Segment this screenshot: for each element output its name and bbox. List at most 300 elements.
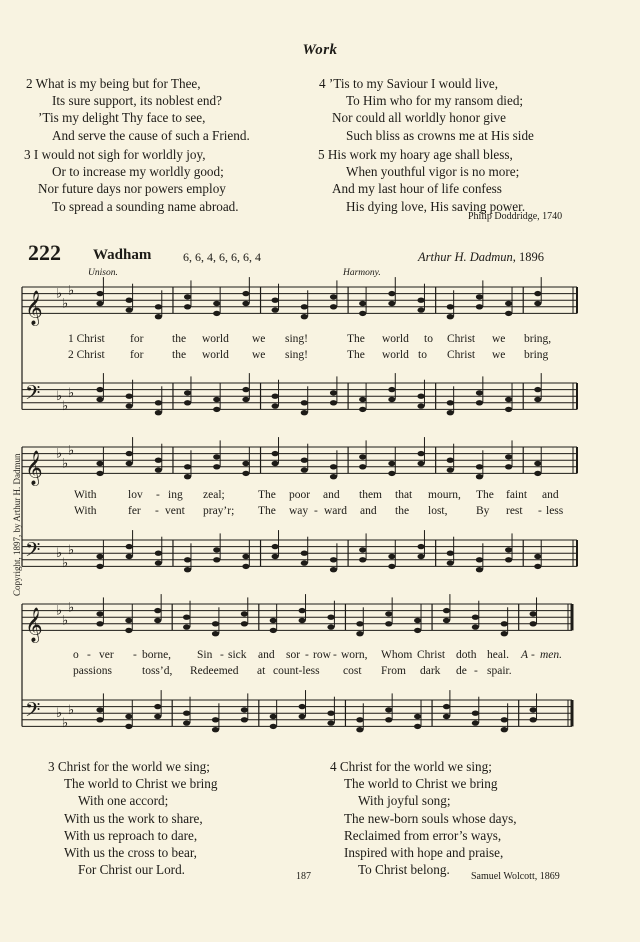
notehead (125, 628, 132, 633)
notehead (472, 615, 479, 620)
stanza-line: ’Tis my delight Thy face to see, (38, 110, 206, 126)
notehead (126, 403, 133, 408)
lyric: Redeemed (190, 665, 239, 677)
notehead (184, 557, 191, 562)
notehead (184, 400, 191, 405)
notehead (472, 711, 479, 716)
notehead (534, 387, 541, 392)
notehead (301, 560, 308, 565)
notehead (183, 720, 190, 725)
page-number: 187 (296, 871, 311, 882)
lyric: we (492, 349, 506, 361)
lyric: row (313, 649, 331, 661)
lyric: poor (289, 489, 311, 501)
stanza-line: 5 His work my hoary age shall bless, (318, 147, 513, 162)
notehead (155, 551, 162, 556)
notehead (385, 707, 392, 712)
lyric: The (258, 505, 276, 517)
stanza-line: His dying love, His saving power. (346, 198, 526, 214)
notehead (299, 608, 306, 613)
notehead (330, 464, 337, 469)
notehead (327, 720, 334, 725)
notehead (388, 554, 395, 559)
notehead (183, 711, 190, 716)
notehead (534, 471, 541, 476)
notehead (155, 410, 162, 415)
stanza-line: With joyful song; (358, 793, 451, 809)
lyric: the (172, 333, 187, 345)
notehead (476, 400, 483, 405)
composer-name: Arthur H. Dadmun (418, 250, 513, 264)
notehead (212, 621, 219, 626)
lyric: lost, (428, 505, 448, 517)
notehead (505, 407, 512, 412)
copyright-text: Copyright, 1897, by Arthur H. Dadmun (12, 453, 22, 596)
notehead (184, 390, 191, 395)
notehead (359, 464, 366, 469)
flat-icon: ♭ (68, 283, 75, 299)
lyric: o (73, 649, 79, 661)
notehead (443, 704, 450, 709)
notehead (530, 611, 537, 616)
notehead (417, 394, 424, 399)
lyric: sing! (285, 349, 308, 361)
tune-name: Wadham (93, 247, 152, 263)
notehead (242, 564, 249, 569)
notehead (301, 467, 308, 472)
bass-clef-icon: 𝄢 (25, 697, 41, 726)
flat-icon: ♭ (56, 446, 63, 462)
flat-icon: ♭ (62, 716, 69, 732)
notehead (447, 467, 454, 472)
notehead (417, 554, 424, 559)
notehead (301, 314, 308, 319)
notehead (96, 387, 103, 392)
notehead (330, 567, 337, 572)
notehead (501, 717, 508, 722)
stanza-line: 3 Christ for the world we sing; (48, 759, 210, 774)
notehead (241, 707, 248, 712)
notehead (96, 707, 103, 712)
lyric: and (360, 505, 377, 517)
notehead (184, 294, 191, 299)
stanza-line: Such bliss as crowns me at His side (346, 127, 534, 143)
notehead (272, 544, 279, 549)
lyric: world (202, 349, 229, 361)
notehead (272, 307, 279, 312)
notehead (96, 301, 103, 306)
notehead (183, 624, 190, 629)
notehead (385, 611, 392, 616)
notehead (125, 618, 132, 623)
notehead (530, 717, 537, 722)
flat-icon: ♭ (62, 613, 69, 629)
flat-icon: ♭ (68, 600, 75, 616)
notehead (154, 714, 161, 719)
lyric: and (323, 489, 340, 501)
hymn-number: 222 (28, 240, 61, 265)
notehead (327, 711, 334, 716)
stanza-3 (48, 758, 217, 878)
notehead (447, 410, 454, 415)
stanza-line: Or to increase my worldly good; (52, 164, 224, 180)
notehead (447, 304, 454, 309)
notehead (534, 564, 541, 569)
notehead (476, 567, 483, 572)
notehead (443, 608, 450, 613)
notehead (184, 464, 191, 469)
notehead (270, 628, 277, 633)
notehead (184, 304, 191, 309)
lyric: pray’r; (203, 505, 235, 517)
previous-hymn-author: Philip Doddridge, 1740 (468, 211, 563, 222)
notehead (501, 621, 508, 626)
lyric: The (476, 489, 494, 501)
notehead (126, 544, 133, 549)
notehead (476, 390, 483, 395)
notehead (96, 621, 103, 626)
notehead (272, 403, 279, 408)
flat-icon: ♭ (56, 286, 63, 302)
notehead (155, 314, 162, 319)
notehead (472, 624, 479, 629)
notehead (213, 397, 220, 402)
notehead (155, 400, 162, 405)
stanza-line: Nor could all worldly honor give (332, 110, 506, 126)
notehead (388, 387, 395, 392)
notehead (505, 397, 512, 402)
notehead (417, 298, 424, 303)
lyric: - (538, 505, 542, 517)
lyric: - (156, 489, 160, 501)
notehead (417, 461, 424, 466)
lyric: - (220, 649, 224, 661)
notehead (301, 400, 308, 405)
flat-icon: ♭ (62, 456, 69, 472)
notehead (96, 554, 103, 559)
flat-icon: ♭ (68, 702, 75, 718)
lyric: The (258, 489, 276, 501)
notehead (241, 611, 248, 616)
notehead (476, 474, 483, 479)
notehead (447, 560, 454, 565)
notehead (270, 714, 277, 719)
notehead (501, 631, 508, 636)
notehead (359, 397, 366, 402)
flat-icon: ♭ (56, 546, 63, 562)
notehead (213, 311, 220, 316)
notehead (272, 394, 279, 399)
notehead (155, 458, 162, 463)
lyric: for (130, 333, 144, 345)
flat-icon: ♭ (62, 399, 69, 415)
stanza-line: 3 I would not sigh for worldly joy, (24, 147, 206, 162)
lyric: way (289, 505, 309, 517)
marking-harmony: Harmony. (343, 268, 381, 278)
notehead (213, 547, 220, 552)
lyric: bring (524, 349, 549, 361)
notehead (359, 407, 366, 412)
notehead (125, 714, 132, 719)
flat-icon: ♭ (68, 385, 75, 401)
notehead (126, 554, 133, 559)
treble-clef-icon: 𝄞 (25, 290, 43, 326)
lyric: From (381, 665, 406, 677)
lyric: - (333, 649, 337, 661)
notehead (359, 557, 366, 562)
notehead (242, 471, 249, 476)
lyric: Sin (197, 649, 213, 661)
notehead (126, 394, 133, 399)
notehead (184, 567, 191, 572)
notehead (155, 560, 162, 565)
notehead (154, 618, 161, 623)
lyric: ward (324, 505, 347, 517)
lyric: mourn, (428, 489, 461, 501)
notehead (241, 621, 248, 626)
notehead (155, 467, 162, 472)
notehead (299, 704, 306, 709)
lyric: With (74, 505, 97, 517)
lyric: fer (128, 505, 141, 517)
lyric: less (546, 505, 564, 517)
notehead (241, 717, 248, 722)
notehead (96, 471, 103, 476)
notehead (96, 291, 103, 296)
lyric: the (395, 505, 410, 517)
lyric: spair. (487, 665, 512, 677)
notehead (476, 464, 483, 469)
lyric: sing! (285, 333, 308, 345)
notehead (505, 311, 512, 316)
lyric: them (359, 489, 382, 501)
stanza-line: Reclaimed from error’s ways, (344, 827, 502, 843)
notehead (388, 471, 395, 476)
notehead (359, 301, 366, 306)
lyric: zeal; (203, 489, 225, 501)
notehead (242, 397, 249, 402)
notehead (327, 615, 334, 620)
notehead (388, 461, 395, 466)
lyric: to (424, 333, 433, 345)
lyric: bring, (524, 333, 552, 345)
notehead (385, 717, 392, 722)
notehead (272, 451, 279, 456)
notehead (301, 551, 308, 556)
notehead (505, 547, 512, 552)
notehead (414, 628, 421, 633)
text-author: Samuel Wolcott, 1869 (471, 871, 560, 882)
lyric: that (395, 489, 413, 501)
notehead (301, 410, 308, 415)
notehead (96, 611, 103, 616)
stanza-line: To Him who for my ransom died; (346, 93, 524, 109)
lyric: borne, (142, 649, 172, 661)
notehead (242, 291, 249, 296)
lyric: Whom (381, 649, 413, 661)
lyric: 2 Christ (68, 349, 105, 361)
notehead (242, 554, 249, 559)
notehead (476, 294, 483, 299)
stanza-line: And my last hour of life confess (332, 181, 502, 197)
lyric: - (305, 649, 309, 661)
notehead (126, 451, 133, 456)
notehead (126, 461, 133, 466)
stanza-line: The world to Christ we bring (64, 776, 218, 792)
notehead (447, 458, 454, 463)
lyric: - (314, 505, 318, 517)
notehead (330, 400, 337, 405)
lyric: - (87, 649, 91, 661)
notehead (154, 704, 161, 709)
notehead (530, 621, 537, 626)
lyric: world (382, 333, 409, 345)
lyric: sick (228, 649, 247, 661)
meter: 6, 6, 4, 6, 6, 6, 4 (183, 250, 261, 264)
notehead (534, 301, 541, 306)
lyric: A (521, 649, 529, 661)
notehead (299, 714, 306, 719)
notehead (472, 720, 479, 725)
lyric: for (130, 349, 144, 361)
lyric: toss’d, (142, 665, 173, 677)
notehead (534, 397, 541, 402)
notehead (213, 454, 220, 459)
notehead (356, 717, 363, 722)
stanza-line: For Christ our Lord. (78, 862, 185, 878)
notehead (443, 714, 450, 719)
stanza-line: 4 ’Tis to my Saviour I would live, (319, 76, 499, 91)
lyric: 1 Christ (68, 333, 105, 345)
lyric: - (155, 505, 159, 517)
notehead (385, 621, 392, 626)
lyric: The (347, 349, 365, 361)
notehead (447, 400, 454, 405)
notehead (359, 454, 366, 459)
lyric: ver (99, 649, 114, 661)
notehead (184, 474, 191, 479)
lyric: Christ (417, 649, 446, 661)
notehead (212, 717, 219, 722)
lyric: faint (506, 489, 528, 501)
notehead (301, 304, 308, 309)
stanza-line: With us the work to share, (64, 810, 203, 826)
notehead (96, 564, 103, 569)
notehead (388, 301, 395, 306)
stanza-line: With us the cross to bear, (64, 845, 197, 861)
lyric: world (202, 333, 229, 345)
notehead (299, 618, 306, 623)
stanza-line: The world to Christ we bring (344, 776, 498, 792)
lyric: vent (165, 505, 185, 517)
notehead (301, 458, 308, 463)
notehead (356, 727, 363, 732)
notehead (476, 304, 483, 309)
lyric: - (474, 665, 478, 677)
lyric: doth (456, 649, 477, 661)
lyric: the (172, 349, 187, 361)
lyric: - (133, 649, 137, 661)
notehead (417, 403, 424, 408)
stanza-line: 4 Christ for the world we sing; (330, 759, 492, 774)
lyric: worn, (341, 649, 368, 661)
treble-clef-icon: 𝄞 (25, 607, 43, 643)
notehead (359, 311, 366, 316)
flat-icon: ♭ (68, 443, 75, 459)
lyric: passions (73, 665, 112, 677)
notehead (417, 544, 424, 549)
notehead (388, 397, 395, 402)
flat-icon: ♭ (56, 706, 63, 722)
lyric: By (476, 505, 490, 517)
notehead (476, 557, 483, 562)
stanza-line: To spread a sounding name abroad. (52, 198, 239, 214)
system3-verse1 (0, 649, 640, 665)
notehead (330, 474, 337, 479)
bass-clef-icon: 𝄢 (25, 537, 41, 566)
bass-clef-icon: 𝄢 (25, 380, 41, 409)
lyric: and (542, 489, 559, 501)
notehead (272, 554, 279, 559)
notehead (501, 727, 508, 732)
notehead (414, 714, 421, 719)
lyric: Christ (447, 349, 476, 361)
lyric: The (347, 333, 365, 345)
lyric: Christ (447, 333, 476, 345)
stanza-line: When youthful vigor is no more; (346, 164, 520, 180)
lyric: - (531, 649, 535, 661)
system2-verse1 (0, 489, 640, 505)
flat-icon: ♭ (62, 296, 69, 312)
stanza-line: Nor future days nor powers employ (38, 181, 226, 197)
lyric: we (252, 349, 266, 361)
lyric: to (418, 349, 427, 361)
notehead (388, 564, 395, 569)
notehead (443, 618, 450, 623)
notehead (126, 307, 133, 312)
stanza-line: Inspired with hope and praise, (344, 845, 504, 861)
notehead (530, 707, 537, 712)
notehead (155, 304, 162, 309)
notehead (270, 724, 277, 729)
notehead (417, 307, 424, 312)
stanza-line: To Christ belong. (358, 862, 450, 878)
notehead (183, 615, 190, 620)
system1-verse1 (0, 333, 640, 349)
notehead (96, 717, 103, 722)
notehead (447, 551, 454, 556)
notehead (505, 301, 512, 306)
lyric: With (74, 489, 97, 501)
notehead (96, 397, 103, 402)
lyric: heal. (487, 649, 510, 661)
notehead (505, 454, 512, 459)
stanza-line: With us reproach to dare, (64, 827, 198, 843)
marking-unison: Unison. (88, 268, 118, 278)
lyric: lov (128, 489, 143, 501)
stanza-4 (330, 758, 517, 878)
lyric: men. (540, 649, 563, 661)
notehead (272, 461, 279, 466)
notehead (213, 464, 220, 469)
notehead (213, 407, 220, 412)
stanza-line: Its sure support, its noblest end? (52, 93, 222, 109)
notehead (212, 727, 219, 732)
notehead (414, 724, 421, 729)
notehead (388, 291, 395, 296)
stanza-line: The new-born souls whose days, (344, 810, 517, 826)
notehead (359, 547, 366, 552)
